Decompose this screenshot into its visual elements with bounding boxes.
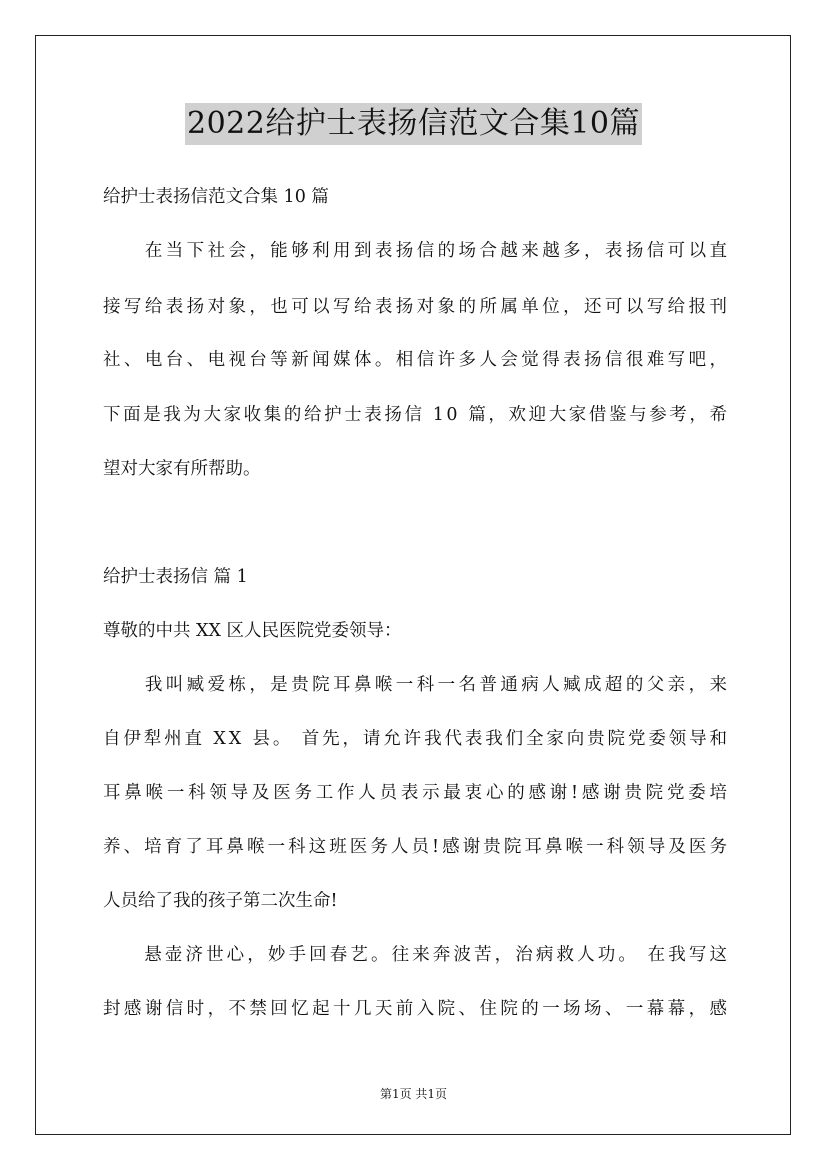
body-line: 封感谢信时，不禁回忆起十几天前入院、住院的一场场、一幕幕，感 xyxy=(103,999,731,1019)
body-line: 人员给了我的孩子第二次生命! xyxy=(103,891,338,911)
body-line: 在当下社会，能够利用到表扬信的场合越来越多，表扬信可以直 xyxy=(103,241,731,261)
body-line: 耳鼻喉一科领导及医务工作人员表示最衷心的感谢!感谢贵院党委培 xyxy=(103,783,731,803)
body-line: 下面是我为大家收集的给护士表扬信 10 篇，欢迎大家借鉴与参考，希 xyxy=(103,405,730,425)
page-footer: 第1页 共1页 xyxy=(379,1087,448,1101)
subtitle-line: 给护士表扬信范文合集 10 篇 xyxy=(103,187,329,207)
section-heading: 给护士表扬信 篇 1 xyxy=(103,567,248,587)
body-line: 接写给表扬对象，也可以写给表扬对象的所属单位，还可以写给报刊 xyxy=(103,297,731,317)
body-line: 养、培育了耳鼻喉一科这班医务人员!感谢贵院耳鼻喉一科领导及医务 xyxy=(103,837,731,857)
body-line: 悬壶济世心，妙手回春艺。往来奔波苦，治病救人功。 在我写这 xyxy=(103,945,731,965)
body-line: 自伊犁州直 XX 县。 首先，请允许我代表我们全家向贵院党委领导和 xyxy=(103,729,730,749)
body-line: 社、电台、电视台等新闻媒体。相信许多人会觉得表扬信很难写吧， xyxy=(103,350,731,370)
title-container xyxy=(0,103,827,145)
body-line: 望对大家有所帮助。 xyxy=(103,459,261,479)
body-line: 我叫臧爱栋，是贵院耳鼻喉一科一名普通病人臧成超的父亲，来 xyxy=(103,675,731,695)
document-title: 2022给护士表扬信范文合集10篇 xyxy=(185,103,642,145)
salutation-line: 尊敬的中共 XX 区人民医院党委领导： xyxy=(103,621,402,641)
